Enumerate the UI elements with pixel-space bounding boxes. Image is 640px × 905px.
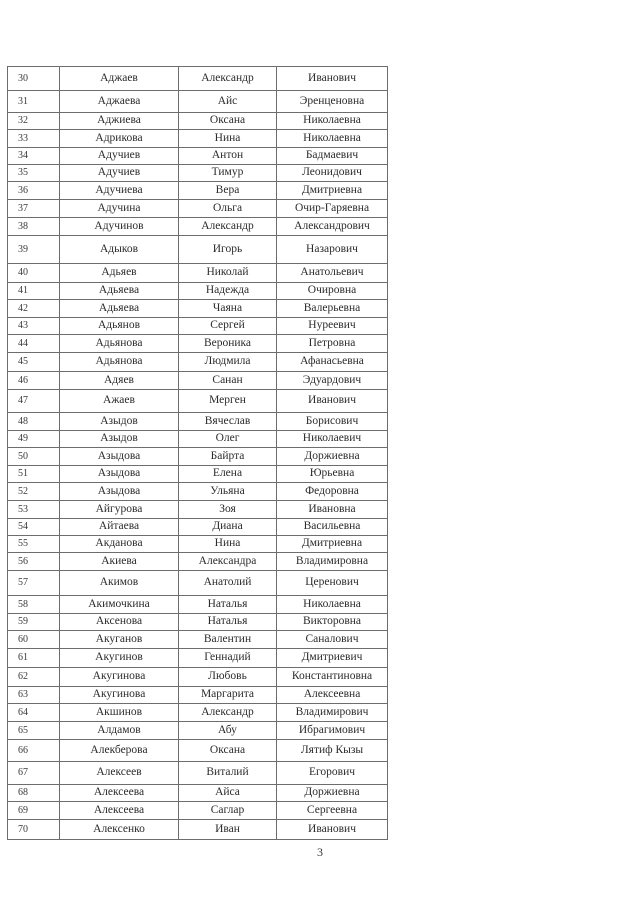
row-number: 39 [8, 236, 60, 264]
surname-cell: Адьяева [60, 283, 179, 300]
table-row [8, 649, 388, 668]
table-row [8, 390, 388, 413]
first-name-cell: Елена [179, 466, 277, 483]
patronymic-cell: Эренценовна [277, 91, 388, 113]
row-number: 44 [8, 335, 60, 353]
table-row [8, 536, 388, 553]
row-number: 59 [8, 614, 60, 631]
table-row [8, 283, 388, 300]
surname-cell: Адьянова [60, 353, 179, 372]
table-row [8, 67, 388, 91]
first-name-cell: Айса [179, 785, 277, 802]
first-name-cell: Вячеслав [179, 413, 277, 431]
surname-cell: Акугинов [60, 649, 179, 668]
row-number: 32 [8, 113, 60, 130]
row-number: 45 [8, 353, 60, 372]
row-number: 51 [8, 466, 60, 483]
first-name-cell: Вера [179, 182, 277, 200]
patronymic-cell: Иванович [277, 390, 388, 413]
table-row [8, 353, 388, 372]
table-row [8, 668, 388, 687]
table-row [8, 704, 388, 722]
surname-cell: Адьянов [60, 318, 179, 335]
first-name-cell: Чаяна [179, 300, 277, 318]
table-row [8, 200, 388, 218]
table-row [8, 785, 388, 802]
first-name-cell: Иван [179, 820, 277, 840]
row-number: 56 [8, 553, 60, 571]
row-number: 49 [8, 431, 60, 448]
row-number: 61 [8, 649, 60, 668]
surname-cell: Адучинов [60, 218, 179, 236]
surname-cell: Алекберова [60, 740, 179, 762]
first-name-cell: Нина [179, 536, 277, 553]
first-name-cell: Игорь [179, 236, 277, 264]
first-name-cell: Любовь [179, 668, 277, 687]
first-name-cell: Тимур [179, 165, 277, 182]
table-row [8, 165, 388, 182]
table-row [8, 318, 388, 335]
first-name-cell: Вероника [179, 335, 277, 353]
surname-cell: Аджаев [60, 67, 179, 91]
first-name-cell: Николай [179, 264, 277, 283]
surname-cell: Адучиева [60, 182, 179, 200]
first-name-cell: Надежда [179, 283, 277, 300]
patronymic-cell: Сергеевна [277, 802, 388, 820]
first-name-cell: Анатолий [179, 571, 277, 596]
first-name-cell: Александр [179, 218, 277, 236]
surname-cell: Адрикова [60, 130, 179, 148]
first-name-cell: Ольга [179, 200, 277, 218]
patronymic-cell: Очир-Гаряевна [277, 200, 388, 218]
names-table [7, 66, 388, 840]
patronymic-cell: Церенович [277, 571, 388, 596]
surname-cell: Адьяев [60, 264, 179, 283]
table-row [8, 264, 388, 283]
first-name-cell: Наталья [179, 596, 277, 614]
row-number: 40 [8, 264, 60, 283]
row-number: 31 [8, 91, 60, 113]
patronymic-cell: Иванович [277, 820, 388, 840]
row-number: 38 [8, 218, 60, 236]
surname-cell: Адяев [60, 372, 179, 390]
table-row [8, 218, 388, 236]
first-name-cell: Антон [179, 148, 277, 165]
row-number: 70 [8, 820, 60, 840]
patronymic-cell: Владимирович [277, 704, 388, 722]
surname-cell: Алексеев [60, 762, 179, 785]
table-row [8, 802, 388, 820]
table-row [8, 820, 388, 840]
surname-cell: Акиева [60, 553, 179, 571]
table-row [8, 431, 388, 448]
table-row [8, 182, 388, 200]
row-number: 68 [8, 785, 60, 802]
patronymic-cell: Лятиф Кызы [277, 740, 388, 762]
patronymic-cell: Дмитриевич [277, 649, 388, 668]
surname-cell: Айтаева [60, 519, 179, 536]
patronymic-cell: Алексеевна [277, 687, 388, 704]
first-name-cell: Байрта [179, 448, 277, 466]
first-name-cell: Саглар [179, 802, 277, 820]
table-row [8, 553, 388, 571]
patronymic-cell: Васильевна [277, 519, 388, 536]
table-row [8, 300, 388, 318]
table-row [8, 722, 388, 740]
table-row [8, 335, 388, 353]
row-number: 43 [8, 318, 60, 335]
patronymic-cell: Ибрагимович [277, 722, 388, 740]
first-name-cell: Зоя [179, 501, 277, 519]
row-number: 30 [8, 67, 60, 91]
surname-cell: Азыдова [60, 483, 179, 501]
surname-cell: Айгурова [60, 501, 179, 519]
patronymic-cell: Иванович [277, 67, 388, 91]
patronymic-cell: Николаевич [277, 431, 388, 448]
table-row [8, 762, 388, 785]
row-number: 69 [8, 802, 60, 820]
surname-cell: Аксенова [60, 614, 179, 631]
patronymic-cell: Дмитриевна [277, 182, 388, 200]
patronymic-cell: Валерьевна [277, 300, 388, 318]
surname-cell: Адучина [60, 200, 179, 218]
surname-cell: Адучиев [60, 165, 179, 182]
patronymic-cell: Дмитриевна [277, 536, 388, 553]
row-number: 53 [8, 501, 60, 519]
surname-cell: Адьяева [60, 300, 179, 318]
patronymic-cell: Юрьевна [277, 466, 388, 483]
patronymic-cell: Ивановна [277, 501, 388, 519]
row-number: 67 [8, 762, 60, 785]
table-row [8, 571, 388, 596]
table-row [8, 687, 388, 704]
first-name-cell: Виталий [179, 762, 277, 785]
patronymic-cell: Владимировна [277, 553, 388, 571]
first-name-cell: Сергей [179, 318, 277, 335]
table-row [8, 483, 388, 501]
surname-cell: Адучиев [60, 148, 179, 165]
table-row [8, 596, 388, 614]
row-number: 65 [8, 722, 60, 740]
patronymic-cell: Александрович [277, 218, 388, 236]
row-number: 63 [8, 687, 60, 704]
table-row [8, 448, 388, 466]
row-number: 58 [8, 596, 60, 614]
table-row [8, 413, 388, 431]
row-number: 48 [8, 413, 60, 431]
surname-cell: Алексеева [60, 802, 179, 820]
first-name-cell: Айс [179, 91, 277, 113]
first-name-cell: Оксана [179, 740, 277, 762]
first-name-cell: Людмила [179, 353, 277, 372]
first-name-cell: Геннадий [179, 649, 277, 668]
surname-cell: Азыдова [60, 448, 179, 466]
table-row [8, 130, 388, 148]
row-number: 55 [8, 536, 60, 553]
patronymic-cell: Федоровна [277, 483, 388, 501]
first-name-cell: Ульяна [179, 483, 277, 501]
first-name-cell: Санан [179, 372, 277, 390]
first-name-cell: Александра [179, 553, 277, 571]
table-row [8, 466, 388, 483]
table-row [8, 148, 388, 165]
surname-cell: Акимов [60, 571, 179, 596]
patronymic-cell: Егорович [277, 762, 388, 785]
page-number: 3 [317, 845, 323, 859]
first-name-cell: Александр [179, 67, 277, 91]
patronymic-cell: Назарович [277, 236, 388, 264]
table-row [8, 740, 388, 762]
row-number: 42 [8, 300, 60, 318]
row-number: 41 [8, 283, 60, 300]
surname-cell: Аджиева [60, 113, 179, 130]
surname-cell: Азыдов [60, 413, 179, 431]
surname-cell: Алдамов [60, 722, 179, 740]
first-name-cell: Оксана [179, 113, 277, 130]
surname-cell: Ажаев [60, 390, 179, 413]
patronymic-cell: Эдуардович [277, 372, 388, 390]
patronymic-cell: Леонидович [277, 165, 388, 182]
patronymic-cell: Борисович [277, 413, 388, 431]
surname-cell: Азыдова [60, 466, 179, 483]
patronymic-cell: Саналович [277, 631, 388, 649]
surname-cell: Акугинова [60, 668, 179, 687]
patronymic-cell: Николаевна [277, 130, 388, 148]
first-name-cell: Диана [179, 519, 277, 536]
row-number: 66 [8, 740, 60, 762]
first-name-cell: Олег [179, 431, 277, 448]
row-number: 62 [8, 668, 60, 687]
surname-cell: Алексенко [60, 820, 179, 840]
patronymic-cell: Афанасьевна [277, 353, 388, 372]
patronymic-cell: Николаевна [277, 113, 388, 130]
patronymic-cell: Бадмаевич [277, 148, 388, 165]
row-number: 60 [8, 631, 60, 649]
first-name-cell: Абу [179, 722, 277, 740]
patronymic-cell: Очировна [277, 283, 388, 300]
table-row [8, 631, 388, 649]
first-name-cell: Нина [179, 130, 277, 148]
surname-cell: Аджаева [60, 91, 179, 113]
row-number: 36 [8, 182, 60, 200]
surname-cell: Акданова [60, 536, 179, 553]
patronymic-cell: Константиновна [277, 668, 388, 687]
table-row [8, 113, 388, 130]
row-number: 57 [8, 571, 60, 596]
names-table-body [8, 67, 388, 840]
patronymic-cell: Нуреевич [277, 318, 388, 335]
table-row [8, 372, 388, 390]
surname-cell: Адьянова [60, 335, 179, 353]
patronymic-cell: Петровна [277, 335, 388, 353]
row-number: 34 [8, 148, 60, 165]
surname-cell: Алексеева [60, 785, 179, 802]
first-name-cell: Маргарита [179, 687, 277, 704]
table-row [8, 236, 388, 264]
row-number: 37 [8, 200, 60, 218]
patronymic-cell: Николаевна [277, 596, 388, 614]
patronymic-cell: Доржиевна [277, 448, 388, 466]
row-number: 52 [8, 483, 60, 501]
table-row [8, 501, 388, 519]
row-number: 46 [8, 372, 60, 390]
surname-cell: Акуганов [60, 631, 179, 649]
patronymic-cell: Викторовна [277, 614, 388, 631]
row-number: 54 [8, 519, 60, 536]
first-name-cell: Мерген [179, 390, 277, 413]
patronymic-cell: Анатольевич [277, 264, 388, 283]
table-row [8, 91, 388, 113]
surname-cell: Адыков [60, 236, 179, 264]
surname-cell: Азыдов [60, 431, 179, 448]
first-name-cell: Александр [179, 704, 277, 722]
surname-cell: Акугинова [60, 687, 179, 704]
surname-cell: Акимочкина [60, 596, 179, 614]
first-name-cell: Валентин [179, 631, 277, 649]
row-number: 33 [8, 130, 60, 148]
table-row [8, 614, 388, 631]
surname-cell: Акшинов [60, 704, 179, 722]
row-number: 47 [8, 390, 60, 413]
table-row [8, 519, 388, 536]
first-name-cell: Наталья [179, 614, 277, 631]
patronymic-cell: Доржиевна [277, 785, 388, 802]
row-number: 50 [8, 448, 60, 466]
row-number: 35 [8, 165, 60, 182]
row-number: 64 [8, 704, 60, 722]
